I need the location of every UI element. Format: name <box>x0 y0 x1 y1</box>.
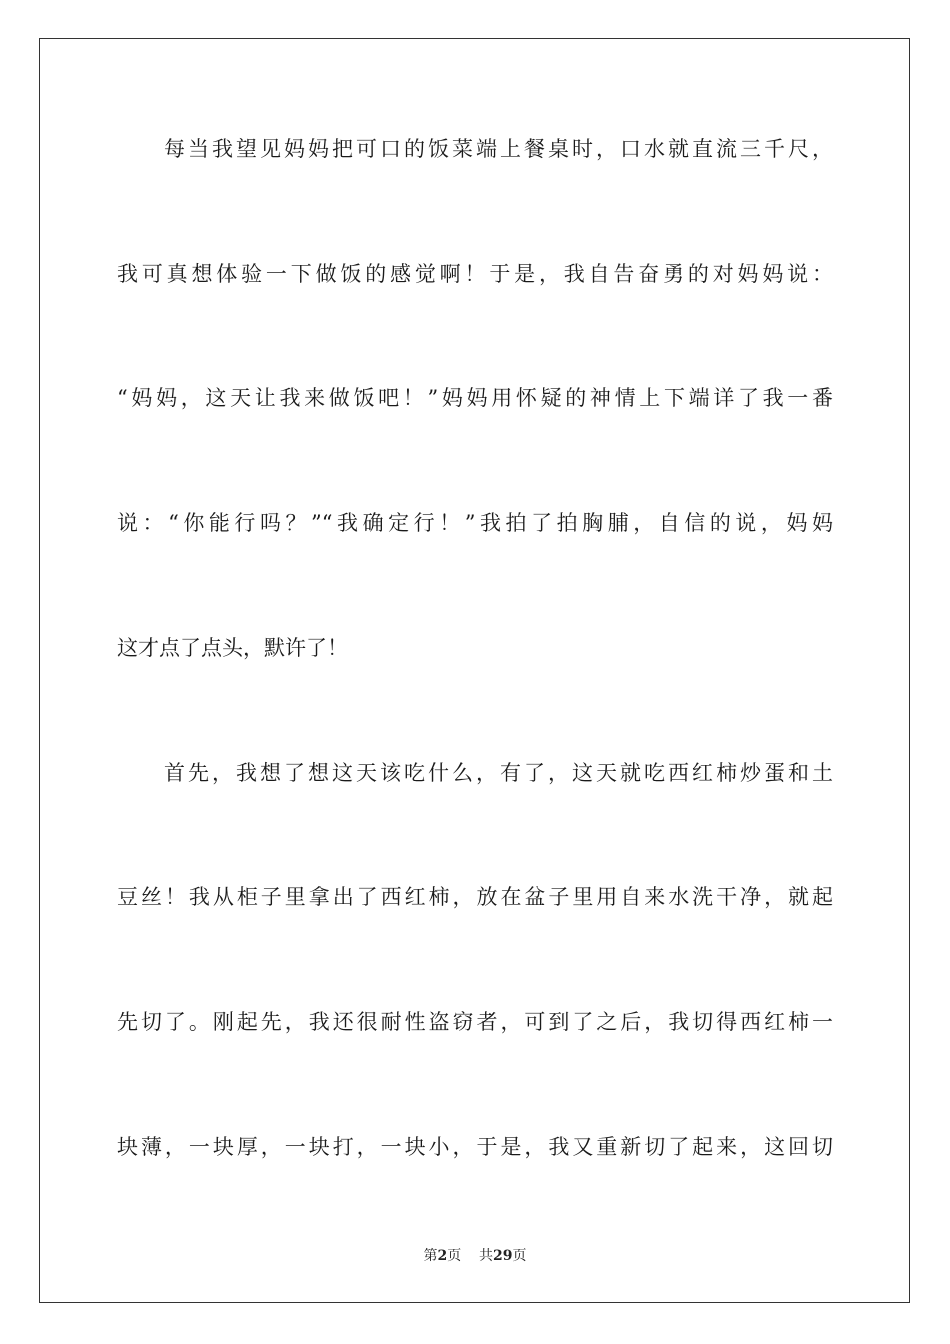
text-line: 说：“你能行吗？”“我确定行！”我拍了拍胸脯，自信的说，妈妈 <box>117 511 833 535</box>
text-line: 块薄，一块厚，一块打，一块小，于是，我又重新切了起来，这回切 <box>117 1135 833 1159</box>
page-footer <box>0 1246 950 1266</box>
total-label-suffix: 页 <box>512 1248 527 1264</box>
text-line: 我可真想体验一下做饭的感觉啊！于是，我自告奋勇的对妈妈说： <box>117 262 833 286</box>
page-label-prefix: 第 <box>423 1248 438 1264</box>
text-line: 每当我望见妈妈把可口的饭菜端上餐桌时，口水就直流三千尺， <box>164 137 833 161</box>
text-line: 首先，我想了想这天该吃什么，有了，这天就吃西红柿炒蛋和土 <box>164 761 833 785</box>
total-label-prefix: 共 <box>479 1248 494 1264</box>
page-label-suffix: 页 <box>447 1248 462 1264</box>
text-line: 先切了。刚起先，我还很耐性盗窃者，可到了之后，我切得西红柿一 <box>117 1010 833 1034</box>
total-pages: 29 <box>493 1248 513 1264</box>
page-border <box>39 38 910 1303</box>
text-line: 豆丝！我从柜子里拿出了西红柿，放在盆子里用自来水洗干净，就起 <box>117 885 833 909</box>
page-number: 2 <box>437 1248 448 1264</box>
text-line: “妈妈，这天让我来做饭吧！”妈妈用怀疑的神情上下端详了我一番 <box>117 386 833 410</box>
text-line: 这才点了点头，默许了！ <box>117 636 348 660</box>
